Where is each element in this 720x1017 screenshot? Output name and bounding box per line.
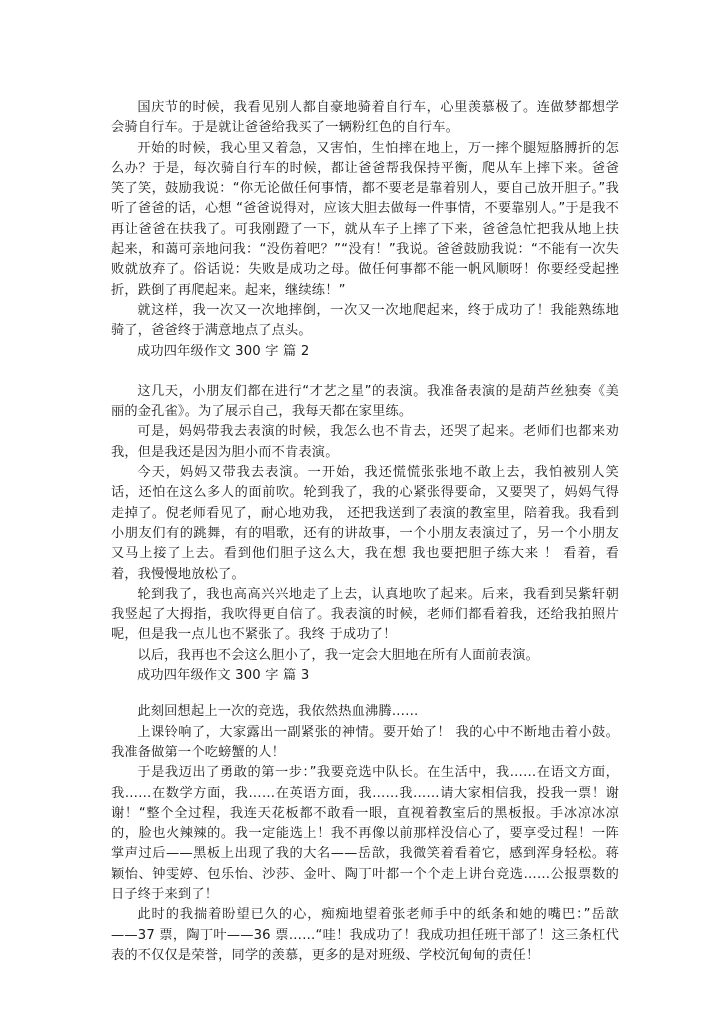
paragraph: 就这样，我一次又一次地摔倒，一次又一次地爬起来，终于成功了！我能熟练地骑了，爸爸终于满意地点了点头。 xyxy=(111,302,619,339)
paragraph: 此时的我揣着盼望已久的心，痴痴地望着张老师手中的纸条和她的嘴巴：”岳歆——37 票，陶丁叶——36 票……“哇！我成功了！我成功担任班干部了！这三条杠代表的不仅仅是荣誉，同学的羡慕，更多的是对班级、学校沉甸甸的责任！ xyxy=(111,907,619,963)
paragraph: 以后，我再也不会这么胆小了，我一定会大胆地在所有人面前表演。 xyxy=(137,647,540,663)
section-spacer xyxy=(111,686,619,702)
section-title-2: 成功四年级作文 300 字 篇 2 xyxy=(137,343,310,359)
document-page xyxy=(111,98,619,966)
paragraph: 这几天，小朋友们都在进行“才艺之星”的表演。我准备表演的是葫芦丝独奏《美丽的金孔雀》。为了展示自己，我每天都在家里练。 xyxy=(111,383,619,420)
section-spacer xyxy=(111,362,619,382)
paragraph: 此刻回想起上一次的竞选，我依然热血沸腾…… xyxy=(137,704,419,720)
essay-1 xyxy=(111,98,619,342)
paragraph: 国庆节的时候，我看见别人都自豪地骑着自行车，心里羡慕极了。连做梦都想学会骑自行车。于是就让爸爸给我买了一辆粉红色的自行车。 xyxy=(111,100,619,136)
paragraph: 于是我迈出了勇敢的第一步：”我要竞选中队长。在生活中，我……在语文方面，我……在数学方面，我……在英语方面，我……我……请大家相信我，投我一票！谢谢！“整个全过程，我连天花板都不敢看一眼，直视着教室后的黑板报。手冰凉冰凉的，脸也火辣辣的。我一定能选上！我不再像以前那样没信心了，要享受过程！一阵掌声过后——黑板上出现了我的大名——岳歆，我微笑着看着它，感到浑身轻松。蒋颖怡、钟雯婷、包乐怡、沙莎、金叶、陶丁叶都一个个走上讲台竞选……公报票数的日子终于来到了！ xyxy=(111,765,619,902)
paragraph: 今天，妈妈又带我去表演。一开始，我还慌慌张张地不敢上去，我怕被别人笑话，还怕在这么多人的面前吹。轮到我了，我的心紧张得要命，又要哭了，妈妈气得走掉了。倪老师看见了，耐心地劝我， 还把我送到了表演的教室里，陪着我。我看到小朋友们有的跳舞，有的唱歌，还有的讲故事，一个小朋友表演过了，另一个小朋友又马上接了上去。看到他们胆子这么大，我在想 我也要把胆子练大来 ！ 看着，看着，我慢慢地放松了。 xyxy=(111,465,619,582)
essay-3 xyxy=(111,702,619,966)
paragraph: 轮到我了，我也高高兴兴地走了上去，认真地吹了起来。后来，我看到吴紫轩朝我竖起了大拇指，我吹得更自信了。我表演的时候，老师们都看着我，还给我拍照片呢，但是我一点儿也不紧张了。我终 于成功了！ xyxy=(111,586,619,643)
paragraph: 开始的时候，我心里又着急，又害怕，生怕摔在地上，万一摔个腿短胳膊折的怎么办？于是，每次骑自行车的时候，都让爸爸帮我保持平衡，爬从车上摔下来。爸爸笑了笑，鼓励我说：“你无论做任何事情，都不要老是靠着别人，要自己放开胆子。”我听了爸爸的话，心想 “爸爸说得对，应该大胆去做每一件事情，不要靠别人。”于是我不再让爸爸在扶我了。可我刚蹬了一下，就从车子上摔了下来，爸爸急忙把我从地上扶起来，和蔼可亲地问我：“没伤着吧？”“没有！”我说。爸爸鼓励我说：“不能有一次失败就放弃了。俗话说：失败是成功之母。做任何事都不能一帆风顺呀！你要经受起挫折，跌倒了再爬起来。起来，继续练！” xyxy=(111,140,619,298)
paragraph: 上课铃响了，大家露出一副紧张的神情。要开始了！ 我的心中不断地击着小鼓。我准备做第一个吃螃蟹的人！ xyxy=(111,724,619,760)
essay-2 xyxy=(111,382,619,666)
paragraph: 可是，妈妈带我去表演的时候，我怎么也不肯去，还哭了起来。老师们也都来劝我，但是我还是因为胆小而不肯表演。 xyxy=(111,424,619,460)
section-title-3: 成功四年级作文 300 字 篇 3 xyxy=(137,668,310,684)
